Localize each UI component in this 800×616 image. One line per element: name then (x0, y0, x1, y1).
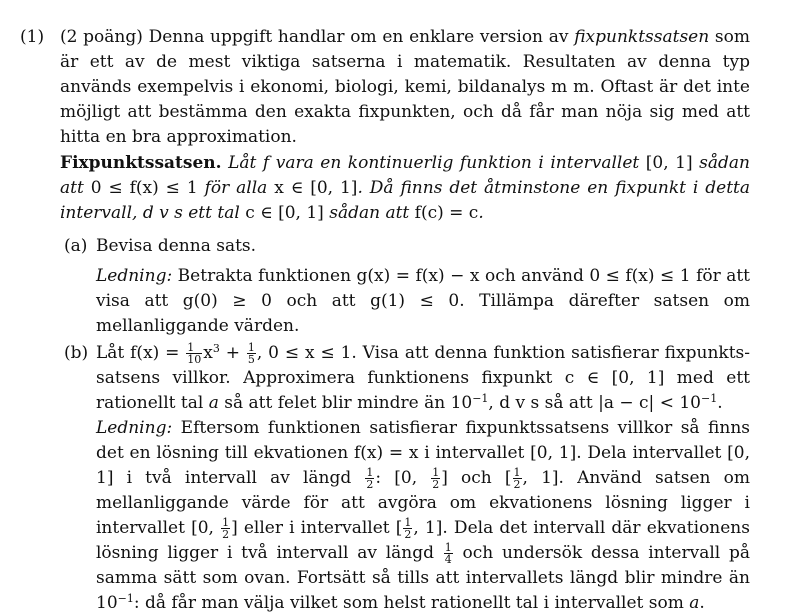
part-a-task: Bevisa denna sats. (96, 236, 257, 256)
text-run: 0 ≤ x ≤ 1 (268, 343, 352, 363)
text-run: så att felet blir mindre än (218, 393, 451, 413)
text-run: 2 (404, 528, 412, 541)
text-run: + (219, 343, 246, 363)
intro-term: fixpunktssatsen (574, 27, 710, 47)
text-run: Låt (96, 343, 131, 363)
text-run: . (478, 203, 484, 223)
text-run: 1 (186, 342, 202, 354)
text-run: 2 (513, 478, 521, 491)
text-run: −1 (117, 592, 134, 605)
fraction-one-quarter (444, 542, 453, 565)
part-b-hint-label: Ledning: (96, 418, 173, 438)
text-run: 2 (222, 528, 230, 541)
text-run: 2 (366, 478, 374, 491)
text-run: −1 (472, 392, 489, 405)
text-run: g(0) ≥ 0 (182, 291, 272, 311)
text-run: , (256, 343, 269, 363)
text-run: 3 (212, 342, 220, 355)
text-run: sådan att (323, 203, 415, 223)
text-run: [0, (394, 468, 431, 488)
text-run: f(c) = c (414, 203, 479, 223)
text-run: 4 (444, 553, 452, 566)
text-run: : (375, 468, 395, 488)
text-run: |a − c| < 10 (598, 393, 701, 413)
text-run: f(x) = x (353, 443, 419, 463)
text-run: . Då finns det åtminstone en fixpunkt i detta intervall, d v s ett tal (60, 178, 750, 223)
text-run: 5 (247, 353, 255, 366)
text-run: och använd (479, 266, 590, 286)
text-run: ] (441, 468, 448, 488)
fraction-one-half (403, 517, 412, 540)
fraction-one-half (431, 467, 440, 490)
text-run: Betrakta funktionen (172, 266, 357, 286)
text-run: i intervallet (418, 443, 531, 463)
text-run: . Tillämpa därefter satsen om mellanliggande värden. (96, 291, 750, 336)
text-run: , 1] (413, 518, 443, 538)
text-run: 0 ≤ f(x) ≤ 1 (90, 178, 198, 198)
text-run: . Dela intervallet (576, 443, 728, 463)
text-run: . Dela det intervall där ekvationens lösning ligger i två intervall av längd (96, 518, 750, 563)
text-run: [ (395, 518, 403, 538)
text-run: [0, 1] (96, 443, 750, 488)
problem-number: (1) (20, 27, 45, 47)
part-a-label: (a) (64, 236, 88, 256)
text-run: f (262, 153, 270, 173)
part-b-hint (96, 416, 750, 616)
text-run: i två intervall av längd (113, 468, 365, 488)
text-run: [ (504, 468, 512, 488)
problem-intro (60, 25, 750, 150)
fraction-one-half (513, 467, 522, 490)
part-a-hint-label: Ledning: (96, 266, 173, 286)
text-run: . (717, 393, 723, 413)
text-run: . Använd satsen om mellanliggande värde för att avgöra om ekvationens lösning ligger i intervallet (96, 468, 750, 538)
part-a-hint (96, 264, 750, 339)
text-run: f(x) = (130, 343, 186, 363)
text-run: 10 (450, 393, 473, 413)
text-run: a (208, 393, 219, 413)
text-run: 1 (247, 341, 255, 354)
text-run: 1 (404, 516, 412, 529)
text-run: Eftersom funktionen satisfierar fixpunktssatsens villkor så finns det en lösning till ekvationen (96, 418, 750, 463)
text-run: sådan att (60, 153, 750, 198)
text-run: 1 (366, 466, 374, 479)
text-run: ] (231, 518, 238, 538)
text-run: , d v s så att (488, 393, 599, 413)
text-run: [0, 1] (530, 443, 577, 463)
text-run: och (447, 468, 505, 488)
text-run: . Visa att denna funktion satisfierar fixpunkts-satsens villkor. Approximera funktionens fixpunkt (96, 343, 750, 388)
text-run: och att (271, 291, 371, 311)
fraction-one-half (221, 517, 230, 540)
fraction-one-fifth (247, 342, 256, 365)
text-run: [0, (191, 518, 221, 538)
text-run: 10 (187, 353, 202, 366)
text-run: som är ett av de mest viktiga satserna i matematik. Resultaten av denna typ används exempelvis i ekonomi, biologi, kemi, bildanalys m m. Oftast är det inte möjligt att bestämma den exakta fixpunkten, och då får man nöja sig med att hitta en bra approximation. (60, 27, 750, 147)
part-b-label: (b) (64, 343, 89, 363)
text-run: 2 (432, 478, 440, 491)
theorem-name: Fixpunktssatsen. (60, 153, 222, 173)
text-run: Låt (228, 153, 263, 173)
text-run: a (689, 593, 700, 613)
text-run: med ett rationellt tal (96, 368, 750, 413)
text-run: , 1] (522, 468, 559, 488)
part-b-task (96, 341, 750, 416)
text-run: . (699, 593, 705, 613)
text-run: 1 (444, 541, 452, 554)
text-run: 1 (513, 466, 521, 479)
text-run: och undersök dessa intervall på samma sätt som ovan. Fortsätt så tills att intervallets längd blir mindre än (96, 543, 750, 588)
fraction-one-half (365, 467, 374, 490)
text-run: g(x) = f(x) − x (356, 266, 480, 286)
text-run: för alla (197, 178, 275, 198)
text-run: 1 (432, 466, 440, 479)
text-run: vara en kontinuerlig funktion i intervallet (269, 153, 646, 173)
text-run: 0 ≤ f(x) ≤ 1 (589, 266, 691, 286)
text-run: för att visa att (96, 266, 751, 311)
text-run: [0, 1] (645, 153, 693, 173)
text-run: −1 (700, 392, 718, 405)
text-run: 1 (222, 516, 230, 529)
text-run: c ∈ [0, 1] (564, 368, 665, 388)
text-run: eller i intervallet (237, 518, 396, 538)
text-run: x ∈ [0, 1] (274, 178, 358, 198)
theorem (60, 151, 750, 226)
text-run: (2 poäng) Denna uppgift handlar om en enklare version av (60, 27, 575, 47)
text-run: x (203, 343, 213, 363)
text-run: 10 (96, 593, 118, 613)
fraction-one-tenth (186, 342, 202, 365)
text-run: : då får man välja vilket som helst rationellt tal i intervallet som (133, 593, 690, 613)
text-run: c ∈ [0, 1] (245, 203, 324, 223)
text-run: g(1) ≤ 0 (370, 291, 460, 311)
